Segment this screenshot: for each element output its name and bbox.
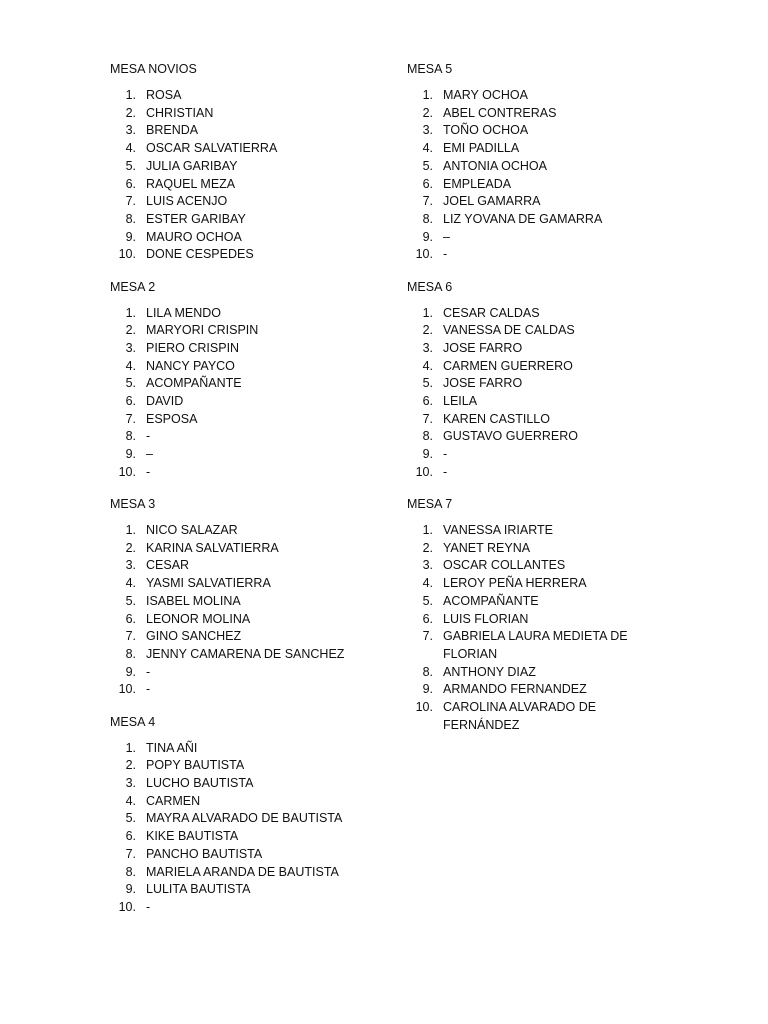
guest-name: LEILA	[443, 394, 478, 409]
guest-name: LULITA BAUTISTA	[146, 882, 251, 897]
guest-name: -	[146, 682, 151, 697]
guest-number: 1.	[422, 88, 433, 102]
guest-number: 5.	[125, 811, 136, 826]
guest-name: EMPLEADA	[443, 176, 512, 191]
guest-number: 6.	[422, 176, 433, 191]
list-item	[110, 740, 370, 758]
list-item	[407, 375, 667, 393]
list-item	[110, 899, 370, 917]
list-item	[110, 828, 370, 846]
list-item	[110, 646, 370, 664]
list-item	[407, 87, 667, 105]
list-item	[110, 681, 370, 699]
guest-name: CAROLINA ALVARADO DE FERNÁNDEZ	[443, 700, 597, 732]
list-item	[407, 681, 667, 699]
table-title: MESA NOVIOS	[110, 62, 197, 76]
list-item	[110, 775, 370, 793]
guest-name: MAYRA ALVARADO DE BAUTISTA	[146, 811, 343, 826]
table-title: MESA 4	[110, 714, 156, 729]
list-item	[110, 411, 370, 429]
guest-number: 5.	[422, 158, 433, 173]
list-item	[407, 193, 667, 211]
table-title: MESA 3	[110, 497, 156, 512]
guest-number: 8.	[125, 429, 136, 444]
guest-name: CESAR CALDAS	[443, 305, 540, 320]
list-item	[110, 176, 370, 194]
list-item	[110, 322, 370, 340]
list-item	[407, 428, 667, 446]
list-item	[110, 540, 370, 558]
list-item	[407, 464, 667, 482]
list-item	[407, 340, 667, 358]
guest-name: TINA AÑI	[146, 740, 198, 755]
list-item	[110, 446, 370, 464]
guest-name: VANESSA DE CALDAS	[443, 323, 575, 338]
list-item	[407, 446, 667, 464]
guest-number: 4.	[125, 358, 136, 373]
guest-number: 3.	[125, 340, 136, 355]
guest-name: -	[146, 464, 151, 479]
guest-name: ESTER GARIBAY	[146, 211, 246, 226]
guest-list	[110, 305, 370, 482]
guest-name: -	[443, 247, 448, 262]
guest-number: 8.	[422, 429, 433, 444]
list-item	[110, 611, 370, 629]
guest-number: 2.	[125, 105, 136, 120]
guest-name: CESAR	[146, 558, 190, 573]
guest-name: BRENDA	[146, 123, 199, 138]
table-block	[110, 278, 370, 482]
list-item	[407, 664, 667, 682]
guest-number: 2.	[125, 540, 136, 555]
right-column	[407, 60, 667, 748]
guest-name: OSCAR SALVATIERRA	[146, 141, 278, 156]
guest-number: 5.	[125, 376, 136, 391]
guest-number: 10.	[118, 247, 136, 262]
guest-name: JOSE FARRO	[443, 340, 523, 355]
guest-name: GUSTAVO GUERRERO	[443, 429, 578, 444]
list-item	[110, 358, 370, 376]
table-block	[110, 60, 370, 264]
guest-name: NANCY PAYCO	[146, 358, 235, 373]
list-item	[407, 305, 667, 323]
guest-name: LUCHO BAUTISTA	[146, 776, 254, 790]
table-title: MESA 7	[407, 497, 453, 512]
guest-number: 6.	[125, 611, 136, 626]
guest-number: 7.	[422, 629, 433, 644]
guest-name: LUIS FLORIAN	[443, 611, 529, 626]
list-item	[110, 305, 370, 323]
table-title: MESA 6	[407, 279, 453, 294]
list-item	[110, 340, 370, 358]
guest-list	[407, 522, 667, 734]
list-item	[407, 211, 667, 229]
list-item	[110, 393, 370, 411]
guest-number: 6.	[125, 394, 136, 409]
guest-number: 4.	[422, 576, 433, 591]
list-item	[407, 411, 667, 429]
guest-number: 10.	[415, 464, 433, 479]
list-item	[110, 664, 370, 682]
guest-number: 2.	[125, 758, 136, 773]
table-block	[110, 495, 370, 699]
list-item	[110, 464, 370, 482]
list-item	[407, 176, 667, 194]
guest-number: 7.	[422, 194, 433, 209]
list-item	[110, 522, 370, 540]
list-item	[110, 575, 370, 593]
guest-name: JULIA GARIBAY	[146, 158, 238, 173]
list-item	[407, 628, 667, 663]
guest-name: LEROY PEÑA HERRERA	[443, 576, 587, 591]
list-item	[110, 757, 370, 775]
guest-name: LILA MENDO	[146, 305, 222, 320]
list-item	[407, 593, 667, 611]
guest-number: 7.	[125, 629, 136, 644]
guest-name: PANCHO BAUTISTA	[146, 846, 263, 861]
guest-name: MAURO OCHOA	[146, 229, 242, 244]
guest-number: 5.	[125, 593, 136, 608]
list-item	[110, 881, 370, 899]
list-item	[407, 540, 667, 558]
guest-name: -	[443, 447, 448, 462]
guest-number: 2.	[422, 540, 433, 555]
table-title: MESA 5	[407, 62, 453, 76]
guest-number: 9.	[125, 447, 136, 462]
guest-number: 3.	[125, 123, 136, 138]
guest-name: RAQUEL MEZA	[146, 176, 236, 191]
list-item	[110, 158, 370, 176]
guest-list	[110, 87, 370, 264]
list-item	[110, 846, 370, 864]
guest-list	[110, 522, 370, 699]
guest-number: 4.	[125, 141, 136, 156]
guest-number: 3.	[422, 558, 433, 573]
list-item	[407, 158, 667, 176]
guest-name: -	[146, 429, 151, 444]
guest-name: -	[146, 664, 151, 679]
guest-number: 6.	[125, 176, 136, 191]
list-item	[407, 140, 667, 158]
list-item	[407, 557, 667, 575]
guest-number: 3.	[422, 340, 433, 355]
guest-number: 1.	[125, 305, 136, 320]
guest-name: CARMEN GUERRERO	[443, 358, 573, 373]
guest-name: KARINA SALVATIERRA	[146, 540, 279, 555]
guest-name: DAVID	[146, 394, 184, 409]
list-item	[110, 122, 370, 140]
guest-name: ESPOSA	[146, 411, 198, 426]
guest-number: 5.	[422, 593, 433, 608]
guest-number: 6.	[422, 611, 433, 626]
guest-name: LUIS ACENJO	[146, 194, 228, 209]
guest-list	[110, 740, 370, 917]
guest-number: 5.	[125, 158, 136, 173]
guest-name: MARYORI CRISPIN	[146, 323, 259, 338]
list-item	[110, 375, 370, 393]
list-item	[407, 229, 667, 247]
table-block	[407, 278, 667, 482]
guest-name: KAREN CASTILLO	[443, 411, 550, 426]
guest-name: JOEL GAMARRA	[443, 194, 541, 209]
guest-number: 4.	[422, 141, 433, 156]
list-item	[407, 122, 667, 140]
guest-number: 3.	[125, 776, 136, 790]
list-item	[407, 393, 667, 411]
guest-name: CARMEN	[146, 793, 201, 808]
guest-number: 6.	[422, 394, 433, 409]
list-item	[110, 105, 370, 123]
table-title: MESA 2	[110, 279, 156, 294]
guest-number: 7.	[125, 846, 136, 861]
guest-number: 9.	[422, 447, 433, 462]
guest-number: 10.	[415, 247, 433, 262]
guest-name: ISABEL MOLINA	[146, 593, 241, 608]
list-item	[110, 140, 370, 158]
list-item	[110, 557, 370, 575]
guest-name: -	[146, 899, 151, 914]
guest-number: 3.	[422, 123, 433, 138]
guest-name: -	[443, 464, 448, 479]
guest-name: DONE CESPEDES	[146, 247, 254, 262]
table-block	[407, 495, 667, 734]
guest-name: –	[443, 229, 450, 244]
guest-name: ANTHONY DIAZ	[443, 664, 536, 679]
guest-number: 9.	[422, 229, 433, 244]
list-item	[407, 246, 667, 264]
guest-number: 1.	[125, 523, 136, 538]
guest-number: 4.	[125, 793, 136, 808]
guest-number: 9.	[422, 682, 433, 697]
list-item	[110, 628, 370, 646]
guest-number: 4.	[125, 576, 136, 591]
list-item	[110, 229, 370, 247]
guest-name: ACOMPAÑANTE	[146, 376, 242, 391]
guest-number: 10.	[415, 700, 433, 715]
guest-number: 7.	[422, 411, 433, 426]
list-item	[110, 810, 370, 828]
list-item	[110, 246, 370, 264]
guest-name: POPY BAUTISTA	[146, 758, 245, 773]
guest-name: ROSA	[146, 88, 182, 102]
table-block	[110, 713, 370, 917]
guest-name: JOSE FARRO	[443, 376, 523, 391]
guest-number: 3.	[125, 558, 136, 573]
guest-number: 9.	[125, 664, 136, 679]
guest-name: ACOMPAÑANTE	[443, 593, 539, 608]
table-block	[407, 60, 667, 264]
guest-name: VANESSA IRIARTE	[443, 523, 553, 538]
guest-number: 4.	[422, 358, 433, 373]
guest-number: 8.	[125, 646, 136, 661]
list-item	[110, 864, 370, 882]
guest-name: ANTONIA OCHOA	[443, 158, 547, 173]
guest-number: 7.	[125, 194, 136, 209]
guest-name: MARIELA ARANDA DE BAUTISTA	[146, 864, 339, 879]
guest-name: JENNY CAMARENA DE SANCHEZ	[146, 646, 345, 661]
guest-name: CHRISTIAN	[146, 105, 214, 120]
list-item	[110, 793, 370, 811]
guest-name: MARY OCHOA	[443, 88, 528, 102]
guest-name: LIZ YOVANA DE GAMARRA	[443, 211, 603, 226]
list-item	[407, 358, 667, 376]
guest-number: 6.	[125, 829, 136, 844]
guest-number: 8.	[125, 864, 136, 879]
guest-name: ARMANDO FERNANDEZ	[443, 682, 587, 697]
guest-name: LEONOR MOLINA	[146, 611, 251, 626]
list-item	[407, 522, 667, 540]
guest-number: 9.	[125, 229, 136, 244]
list-item	[407, 699, 667, 734]
guest-name: –	[146, 447, 153, 462]
guest-number: 10.	[118, 682, 136, 697]
left-column	[110, 60, 370, 930]
guest-number: 7.	[125, 411, 136, 426]
guest-name: NICO SALAZAR	[146, 523, 238, 538]
list-item	[407, 322, 667, 340]
guest-name: PIERO CRISPIN	[146, 340, 240, 355]
list-item	[407, 575, 667, 593]
list-item	[407, 105, 667, 123]
guest-name: OSCAR COLLANTES	[443, 558, 566, 573]
guest-name: EMI PADILLA	[443, 141, 520, 156]
guest-name: ABEL CONTRERAS	[443, 105, 557, 120]
guest-number: 2.	[125, 323, 136, 338]
guest-number: 1.	[125, 740, 136, 755]
list-item	[110, 428, 370, 446]
guest-number: 10.	[118, 464, 136, 479]
guest-name: TOÑO OCHOA	[443, 123, 529, 138]
guest-name: GINO SANCHEZ	[146, 629, 242, 644]
guest-name: YASMI SALVATIERRA	[146, 576, 271, 591]
guest-number: 1.	[125, 88, 136, 102]
list-item	[110, 211, 370, 229]
guest-number: 8.	[125, 211, 136, 226]
guest-list	[407, 305, 667, 482]
list-item	[110, 193, 370, 211]
guest-number: 5.	[422, 376, 433, 391]
guest-name: YANET REYNA	[443, 540, 531, 555]
guest-number: 8.	[422, 664, 433, 679]
guest-name: GABRIELA LAURA MEDIETA DE FLORIAN	[443, 629, 628, 661]
guest-number: 8.	[422, 211, 433, 226]
list-item	[110, 593, 370, 611]
guest-number: 2.	[422, 323, 433, 338]
list-item	[407, 611, 667, 629]
guest-list	[407, 87, 667, 264]
list-item	[110, 87, 370, 105]
guest-name: KIKE BAUTISTA	[146, 829, 239, 844]
guest-number: 10.	[118, 899, 136, 914]
guest-number: 1.	[422, 305, 433, 320]
guest-number: 2.	[422, 105, 433, 120]
guest-number: 1.	[422, 523, 433, 538]
guest-number: 9.	[125, 882, 136, 897]
